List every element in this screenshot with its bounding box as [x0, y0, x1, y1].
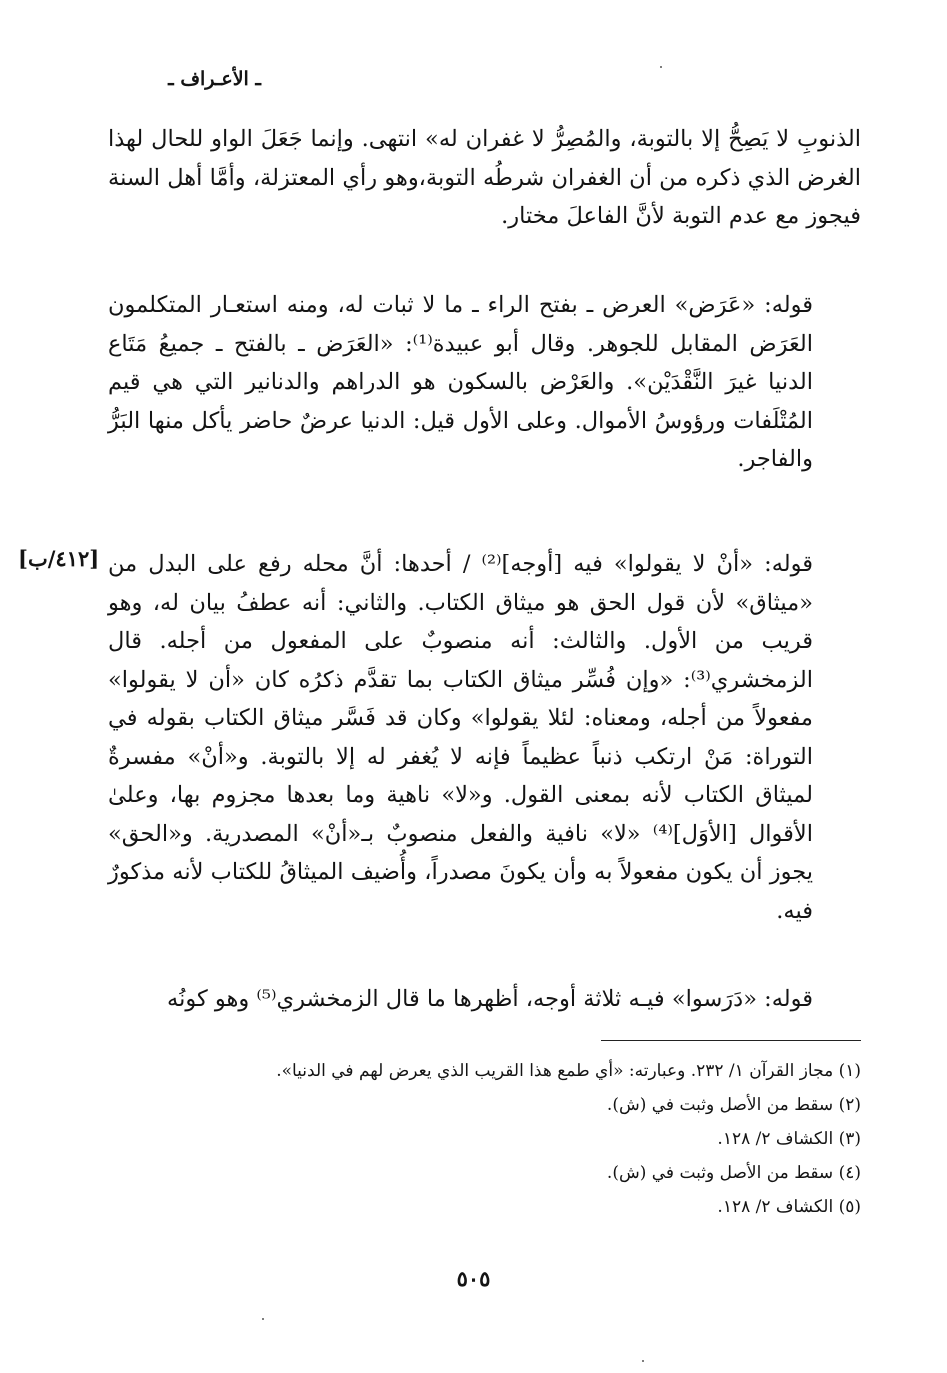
footnote-separator — [601, 1040, 861, 1041]
paragraph-1 — [108, 120, 861, 236]
footnotes — [100, 1054, 861, 1224]
footnote-3: (٣) الكشاف ٢/ ١٢٨. — [717, 1129, 861, 1149]
manuscript-folio-mark: [٤١٢/ب] — [18, 546, 100, 571]
running-title: ـ الأعـراف ـ — [168, 68, 261, 90]
footnote-1: (١) مجاز القرآن ١/ ٢٣٢. وعبارته: «أي طمع هذا القريب الذي يعرض لهم في الدنيا». — [276, 1061, 861, 1081]
paragraph-3 — [108, 545, 861, 930]
paragraph-2 — [108, 286, 861, 479]
paragraph-3-text: قوله: «أنْ لا يقولوا» فيه [أوجه]⁽²⁾ / أحدها: أنَّ محله رفع على البدل من «ميثاق» لأن قول الحق هو ميثاق الكتاب. والثاني: أنه عطفُ بيان له، وهو قريب من الأول. والثالث: أنه منصوبٌ على المفعول من أجله. قال الزمخشري⁽³⁾: «وإن فُسِّر ميثاق الكتاب بما تقدَّم ذكرُه كان «أن لا يقولوا» مفعولاً من أجله، ومعناه: لئلا يقولوا» وكان قد فَسَّر ميثاق الكتاب بقوله في التوراة: مَنْ ارتكب ذنباً عظيماً فإنه لا يُغفر له إلا بالتوبة. و«أنْ» مفسرةٌ لميثاق الكتاب لأنه بمعنى القول. و«لا» ناهية وما بعدها مجزوم بها، وعلىٰ الأقوال [الأوَل]⁽⁴⁾ «لا» نافية والفعل منصوبٌ بـ«أنْ» المصدرية. و«الحق» يجوز أن يكون مفعولاً به وأن يكونَ مصدراً، وأُضيف الميثاقُ للكتاب لأنه مذكورٌ فيه. — [108, 551, 814, 924]
footnote-2: (٢) سقط من الأصل وثبت في (ش). — [606, 1095, 861, 1115]
paragraph-4-text: قوله: «دَرَسوا» فيـه ثلاثة أوجه، أظهرها ما قال الزمخشري⁽⁵⁾ وهو كونُه — [167, 986, 813, 1012]
scan-speck — [660, 66, 662, 68]
paragraph-2-text: قوله: «عَرَض» العرض ـ بفتح الراء ـ ما لا ثبات له، ومنه استعـار المتكلمون العَرَض المقابل للجوهر. وقال أبو عبيدة⁽¹⁾: «العَرَض ـ بالفتح ـ جميعُ مَتَاع الدنيا غيرَ النَّقْدَيْن». والعَرْض بالسكون هو الدراهم والدنانير التي هي قيم المُتْلَفات ورؤوسُ الأموال. وعلى الأول قيل: الدنيا عرضٌ حاضر يأكل منها البَرُّ والفاجر. — [108, 292, 813, 472]
page-number: ٥٠٥ — [456, 1266, 491, 1291]
paragraph-1-text: الذنوبِ لا يَصِحُّ إلا بالتوبة، والمُصِرُّ لا غفران له» انتهى. وإنما جَعَلَ الواو للحال لهذا الغرض الذي ذكره من أن الغفران شرطُه التوبة،وهو رأي المعتزلة، وأمَّا أهل السنة فيجوز مع عدم التوبة لأنَّ الفاعلَ مختار. — [108, 126, 861, 229]
footnote-5: (٥) الكشاف ٢/ ١٢٨. — [717, 1197, 861, 1217]
scan-speck — [262, 1318, 264, 1320]
footnote-4: (٤) سقط من الأصل وثبت في (ش). — [606, 1163, 861, 1183]
scan-speck — [642, 1360, 644, 1362]
paragraph-4 — [108, 980, 861, 1019]
